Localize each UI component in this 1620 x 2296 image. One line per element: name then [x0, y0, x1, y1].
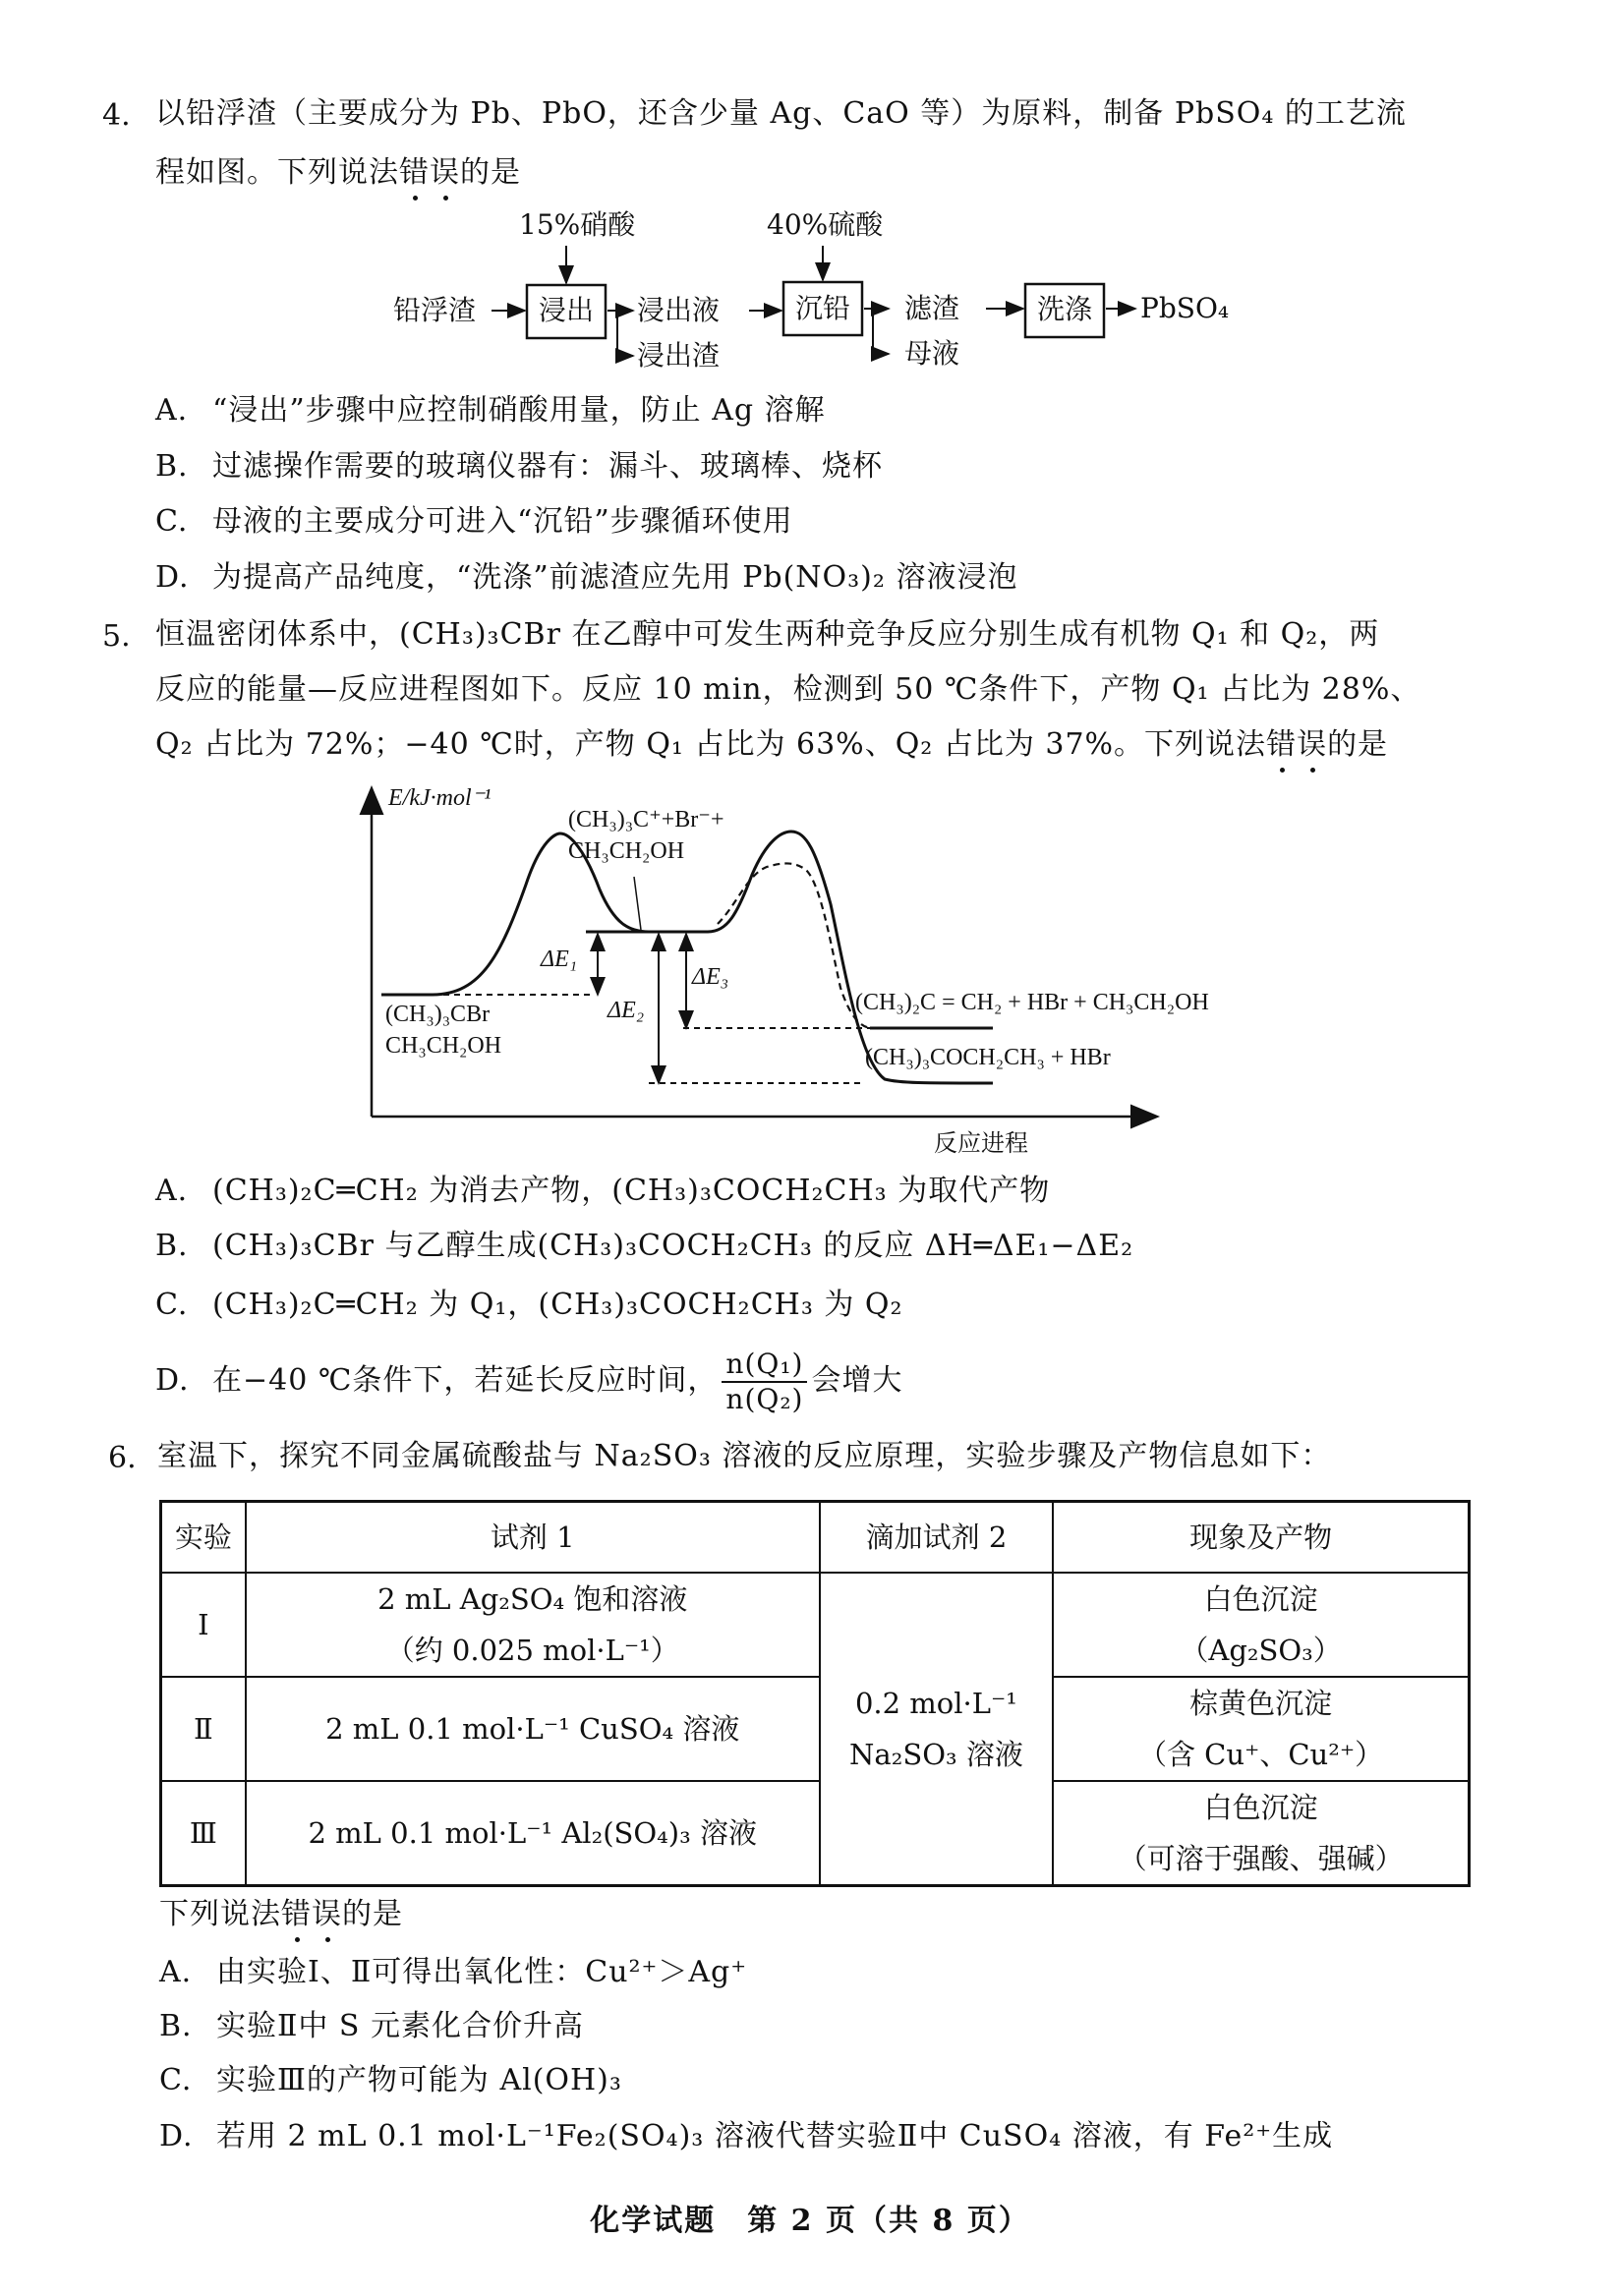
- option-text: 由实验Ⅰ、Ⅱ可得出氧化性：Cu²⁺＞Ag⁺: [216, 1955, 748, 1989]
- option-letter: C.: [155, 1288, 189, 1322]
- result-line2: （含 Cu⁺、Cu²⁺）: [1137, 1738, 1384, 1771]
- q4-option-c[interactable]: [155, 502, 793, 542]
- substitution-product-label: (CH₃)₃COCH₂CH₃ + HBr: [865, 1045, 1111, 1070]
- flow-filter-residue: 滤渣: [904, 292, 960, 324]
- result-line2: （Ag₂SO₃）: [1180, 1634, 1342, 1667]
- experiment-id: Ⅰ: [161, 1573, 246, 1677]
- y-axis-label: E/kJ·mol⁻¹: [388, 785, 492, 811]
- result-line1: 白色沉淀: [1203, 1582, 1318, 1616]
- option-text: (CH₃)₂C═CH₂ 为消去产物，(CH₃)₃COCH₂CH₃ 为取代产物: [212, 1174, 1051, 1208]
- reagent2-line2: Na₂SO₃ 溶液: [849, 1738, 1023, 1771]
- q6-prompt-text: 的是: [342, 1897, 403, 1931]
- reagent1-line1: 2 mL Ag₂SO₄ 饱和溶液: [377, 1582, 688, 1616]
- arrow-out1-side: [617, 311, 633, 356]
- intermediate-label-line1: (CH₃)₃C⁺+Br⁻+: [568, 807, 724, 832]
- dE2-label: ΔE₂: [608, 998, 645, 1023]
- result-line2: （可溶于强酸、强碱）: [1118, 1842, 1404, 1875]
- emphasis-char: 错: [281, 1895, 312, 1934]
- flow-mother-liquor: 母液: [904, 337, 960, 370]
- option-text: 实验Ⅲ的产物可能为 Al(OH)₃: [216, 2063, 622, 2097]
- process-flow-diagram: [374, 206, 1239, 383]
- q5-number: 5.: [102, 619, 131, 654]
- x-axis-label: 反应进程: [934, 1131, 1028, 1157]
- fraction: [722, 1348, 807, 1416]
- reagent2-line1: 0.2 mol·L⁻¹: [854, 1687, 1017, 1720]
- q4-stem-line1: 以铅浮渣（主要成分为 Pb、PbO，还含少量 Ag、CaO 等）为原料，制备 PbSO₄ 的工艺流: [155, 96, 1407, 131]
- curve-elimination-path: [718, 863, 870, 1028]
- q5-stem-line1: 恒温密闭体系中，(CH₃)₃CBr 在乙醇中可发生两种竞争反应分别生成有机物 Q₁ 和 Q₂，两: [155, 617, 1380, 652]
- energy-curves: [334, 776, 1278, 1170]
- q4-stem-text: 程如图。下列说法: [155, 155, 399, 190]
- option-letter: D.: [155, 1363, 190, 1398]
- q6-number: 6.: [108, 1441, 137, 1475]
- dE3-label: ΔE₃: [692, 964, 729, 990]
- option-letter: B.: [159, 2009, 193, 2043]
- q4-option-d[interactable]: [155, 558, 1017, 598]
- flow-reagent-nitric: 15%硝酸: [519, 208, 636, 241]
- experiment-table: [159, 1500, 1471, 1887]
- intermediate-pointer: [634, 877, 641, 930]
- q5-stem-line2: 反应的能量—反应进程图如下。反应 10 min，检测到 50 ℃条件下，产物 Q₁ 占比为 28%、: [155, 672, 1421, 707]
- flow-start: 铅浮渣: [393, 294, 477, 326]
- intermediate-label-line2: CH₃CH₂OH: [568, 838, 685, 864]
- option-letter: A.: [155, 1174, 189, 1208]
- fraction-numerator: n(Q₁): [722, 1348, 807, 1383]
- reactant-label-line2: CH₃CH₂OH: [385, 1033, 502, 1059]
- option-letter: C.: [159, 2063, 193, 2097]
- page-footer: 化学试题 第 2 页（共 8 页）: [590, 2204, 1030, 2238]
- q5-stem-text: 的是: [1327, 727, 1389, 762]
- option-text: “浸出”步骤中应控制硝酸用量，防止 Ag 溶解: [212, 393, 826, 428]
- q4-option-a[interactable]: [155, 391, 826, 430]
- q4-number: 4.: [102, 98, 131, 133]
- flow-leach-residue: 浸出渣: [637, 339, 721, 372]
- reagent1-cell: 2 mL 0.1 mol·L⁻¹ CuSO₄ 溶液: [246, 1677, 820, 1781]
- emphasis-char: 误: [1297, 725, 1327, 765]
- option-letter: A.: [159, 1955, 193, 1989]
- q5-option-a[interactable]: [155, 1172, 1050, 1211]
- option-letter: C.: [155, 504, 189, 539]
- flow-box-precipitate-label: 沉铅: [795, 292, 851, 324]
- reagent1-line2: （约 0.025 mol·L⁻¹）: [385, 1634, 679, 1667]
- elimination-product-label: (CH₃)₂C = CH₂ + HBr + CH₃CH₂OH: [855, 990, 1209, 1015]
- option-text: 为提高产品纯度，“洗涤”前滤渣应先用 Pb(NO₃)₂ 溶液浸泡: [212, 560, 1018, 595]
- q6-option-b[interactable]: [159, 2007, 584, 2046]
- emphasis-char: 错: [399, 153, 430, 193]
- header-result: 现象及产物: [1053, 1502, 1469, 1574]
- q6-option-d[interactable]: [159, 2117, 1333, 2156]
- header-reagent1: 试剂 1: [246, 1502, 820, 1574]
- q5-option-d[interactable]: [155, 1347, 902, 1416]
- table-row: [161, 1781, 1470, 1886]
- header-reagent2: 滴加试剂 2: [820, 1502, 1053, 1574]
- table-header-row: [161, 1502, 1470, 1574]
- option-text: 会增大: [811, 1363, 903, 1398]
- option-text: 实验Ⅱ中 S 元素化合价升高: [216, 2009, 585, 2043]
- q6-prompt: [159, 1895, 403, 1934]
- q5-stem-line3: [155, 725, 1388, 765]
- emphasis-char: 误: [430, 153, 460, 193]
- q6-option-a[interactable]: [159, 1953, 747, 1992]
- result-cell: [1053, 1573, 1469, 1677]
- q4-option-b[interactable]: [155, 447, 883, 487]
- reagent1-cell: 2 mL 0.1 mol·L⁻¹ Al₂(SO₄)₃ 溶液: [246, 1781, 820, 1886]
- flow-product: PbSO₄: [1140, 292, 1230, 324]
- option-letter: B.: [155, 449, 189, 484]
- energy-profile-diagram: [334, 776, 1278, 1170]
- reagent2-cell: [820, 1573, 1053, 1886]
- experiment-id: Ⅱ: [161, 1677, 246, 1781]
- arrow-out2-side: [873, 309, 889, 354]
- reagent1-cell: [246, 1573, 820, 1677]
- result-line1: 棕黄色沉淀: [1189, 1687, 1333, 1720]
- option-text: (CH₃)₂C═CH₂ 为 Q₁，(CH₃)₃COCH₂CH₃ 为 Q₂: [212, 1288, 903, 1322]
- fraction-denominator: n(Q₂): [725, 1383, 804, 1415]
- experiment-id: Ⅲ: [161, 1781, 246, 1886]
- flow-reagent-sulfuric: 40%硫酸: [767, 208, 884, 241]
- q4-stem-line2: [155, 153, 521, 193]
- dE1-label: ΔE₁: [541, 947, 578, 972]
- header-experiment: 实验: [161, 1502, 246, 1574]
- table-row: [161, 1677, 1470, 1781]
- result-cell: [1053, 1677, 1469, 1781]
- q5-option-c[interactable]: [155, 1286, 903, 1325]
- table-row: [161, 1573, 1470, 1677]
- option-text: 母液的主要成分可进入“沉铅”步骤循环使用: [212, 504, 793, 539]
- option-letter: D.: [159, 2119, 194, 2153]
- emphasis-char: 错: [1266, 725, 1297, 765]
- option-letter: D.: [155, 560, 190, 595]
- flow-box-leach-label: 浸出: [539, 294, 595, 326]
- option-letter: B.: [155, 1229, 189, 1263]
- option-text: 过滤操作需要的玻璃仪器有：漏斗、玻璃棒、烧杯: [212, 449, 883, 484]
- result-cell: [1053, 1781, 1469, 1886]
- q6-option-c[interactable]: [159, 2061, 622, 2100]
- option-text: 若用 2 mL 0.1 mol·L⁻¹Fe₂(SO₄)₃ 溶液代替实验Ⅱ中 CuSO₄ 溶液，有 Fe²⁺生成: [216, 2119, 1334, 2153]
- option-letter: A.: [155, 393, 189, 428]
- flow-box-wash-label: 洗涤: [1037, 293, 1093, 325]
- q5-stem-text: Q₂ 占比为 72%；−40 ℃时，产物 Q₁ 占比为 63%、Q₂ 占比为 37%。下列说法: [155, 727, 1267, 762]
- q6-stem: 室温下，探究不同金属硫酸盐与 Na₂SO₃ 溶液的反应原理，实验步骤及产物信息如下：: [157, 1439, 1332, 1473]
- result-line1: 白色沉淀: [1203, 1791, 1318, 1824]
- option-text: 在−40 ℃条件下，若延长反应时间，: [212, 1363, 719, 1398]
- option-text: (CH₃)₃CBr 与乙醇生成(CH₃)₃COCH₂CH₃ 的反应 ΔH═ΔE₁−ΔE₂: [212, 1229, 1134, 1263]
- q6-prompt-text: 下列说法: [159, 1897, 281, 1931]
- flow-leachate: 浸出液: [637, 294, 721, 326]
- q5-option-b[interactable]: [155, 1227, 1133, 1266]
- emphasis-char: 误: [312, 1895, 342, 1934]
- q4-stem-text: 的是: [460, 155, 521, 190]
- reactant-label-line1: (CH₃)₃CBr: [385, 1002, 491, 1027]
